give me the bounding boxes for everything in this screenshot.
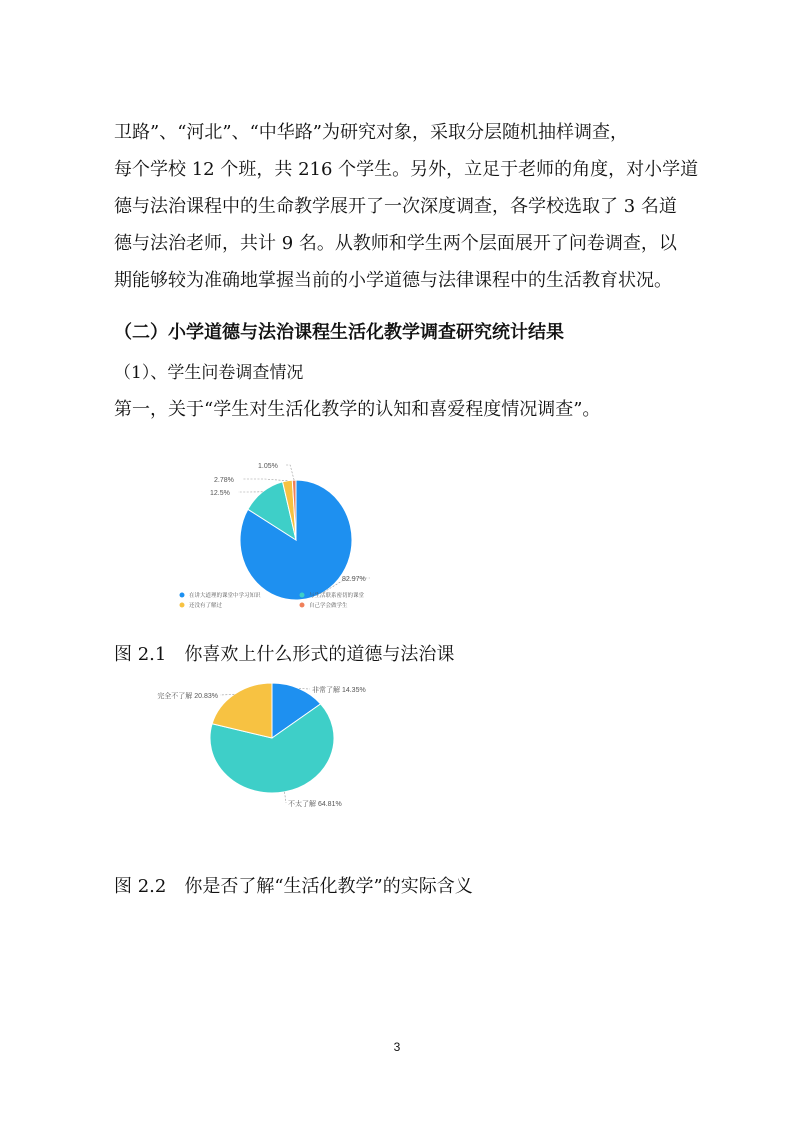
figure-1-data-label-3: 2.78% <box>214 477 234 484</box>
body-line-3: 德与法治课程中的生命教学展开了一次深度调查，各学校选取了 3 名道 <box>114 196 677 217</box>
figure-2-caption: 图 2.2 你是否了解“生活化教学”的实际含义 <box>114 876 473 897</box>
figure-1-data-label-1: 82.97% <box>342 576 366 583</box>
intro-line: 第一，关于“学生对生活化教学的认知和喜爱程度情况调查”。 <box>114 399 601 420</box>
sub-heading: （1）、学生问卷调查情况 <box>114 363 304 383</box>
figure-1-legend-label-3: 还没有了解过 <box>189 603 223 609</box>
figure-1-pie-chart <box>170 450 430 615</box>
figure-2-leader-line-3 <box>220 694 234 695</box>
figure-2-pie-chart <box>150 675 410 815</box>
figure-1-legend-marker-1 <box>180 593 185 598</box>
figure-1-legend-marker-3 <box>180 603 185 608</box>
body-line-1: 卫路”、“河北”、“中华路”为研究对象，采取分层随机抽样调查， <box>114 122 629 143</box>
figure-1-legend-label-2: 与生活联系密切的课堂 <box>309 593 365 599</box>
figure-1-leader-line-4 <box>286 465 294 480</box>
figure-2-leader-line-2 <box>285 792 287 803</box>
figure-1-leader-line-3 <box>242 479 287 481</box>
figure-1-legend-marker-4 <box>300 603 305 608</box>
body-line-5: 期能够较为准确地掌握当前的小学道德与法律课程中的生活教育状况。 <box>114 270 672 291</box>
figure-1-data-label-4: 1.05% <box>258 463 278 470</box>
page-number: 3 <box>393 1040 401 1054</box>
figure-2-data-label-1: 非常了解 14.35% <box>312 687 366 694</box>
figure-1-legend-marker-2 <box>300 593 305 598</box>
figure-1-data-label-2: 12.5% <box>210 490 230 497</box>
figure-2-data-label-3: 完全不了解 20.83% <box>157 693 218 700</box>
figure-1-legend-label-1: 在讲大道理的课堂中学习知识 <box>189 593 261 599</box>
figure-1-legend-label-4: 自己学会做学生 <box>309 603 348 609</box>
section-heading: （二）小学道德与法治课程生活化教学调查研究统计结果 <box>114 322 564 343</box>
figure-2-data-label-2: 不太了解 64.81% <box>288 801 342 808</box>
body-line-4: 德与法治老师，共计 9 名。从教师和学生两个层面展开了问卷调查，以 <box>114 233 677 254</box>
figure-1-caption: 图 2.1 你喜欢上什么形式的道德与法治课 <box>114 644 455 665</box>
body-line-2: 每个学校 12 个班，共 216 个学生。另外，立足于老师的角度，对小学道 <box>114 159 699 180</box>
